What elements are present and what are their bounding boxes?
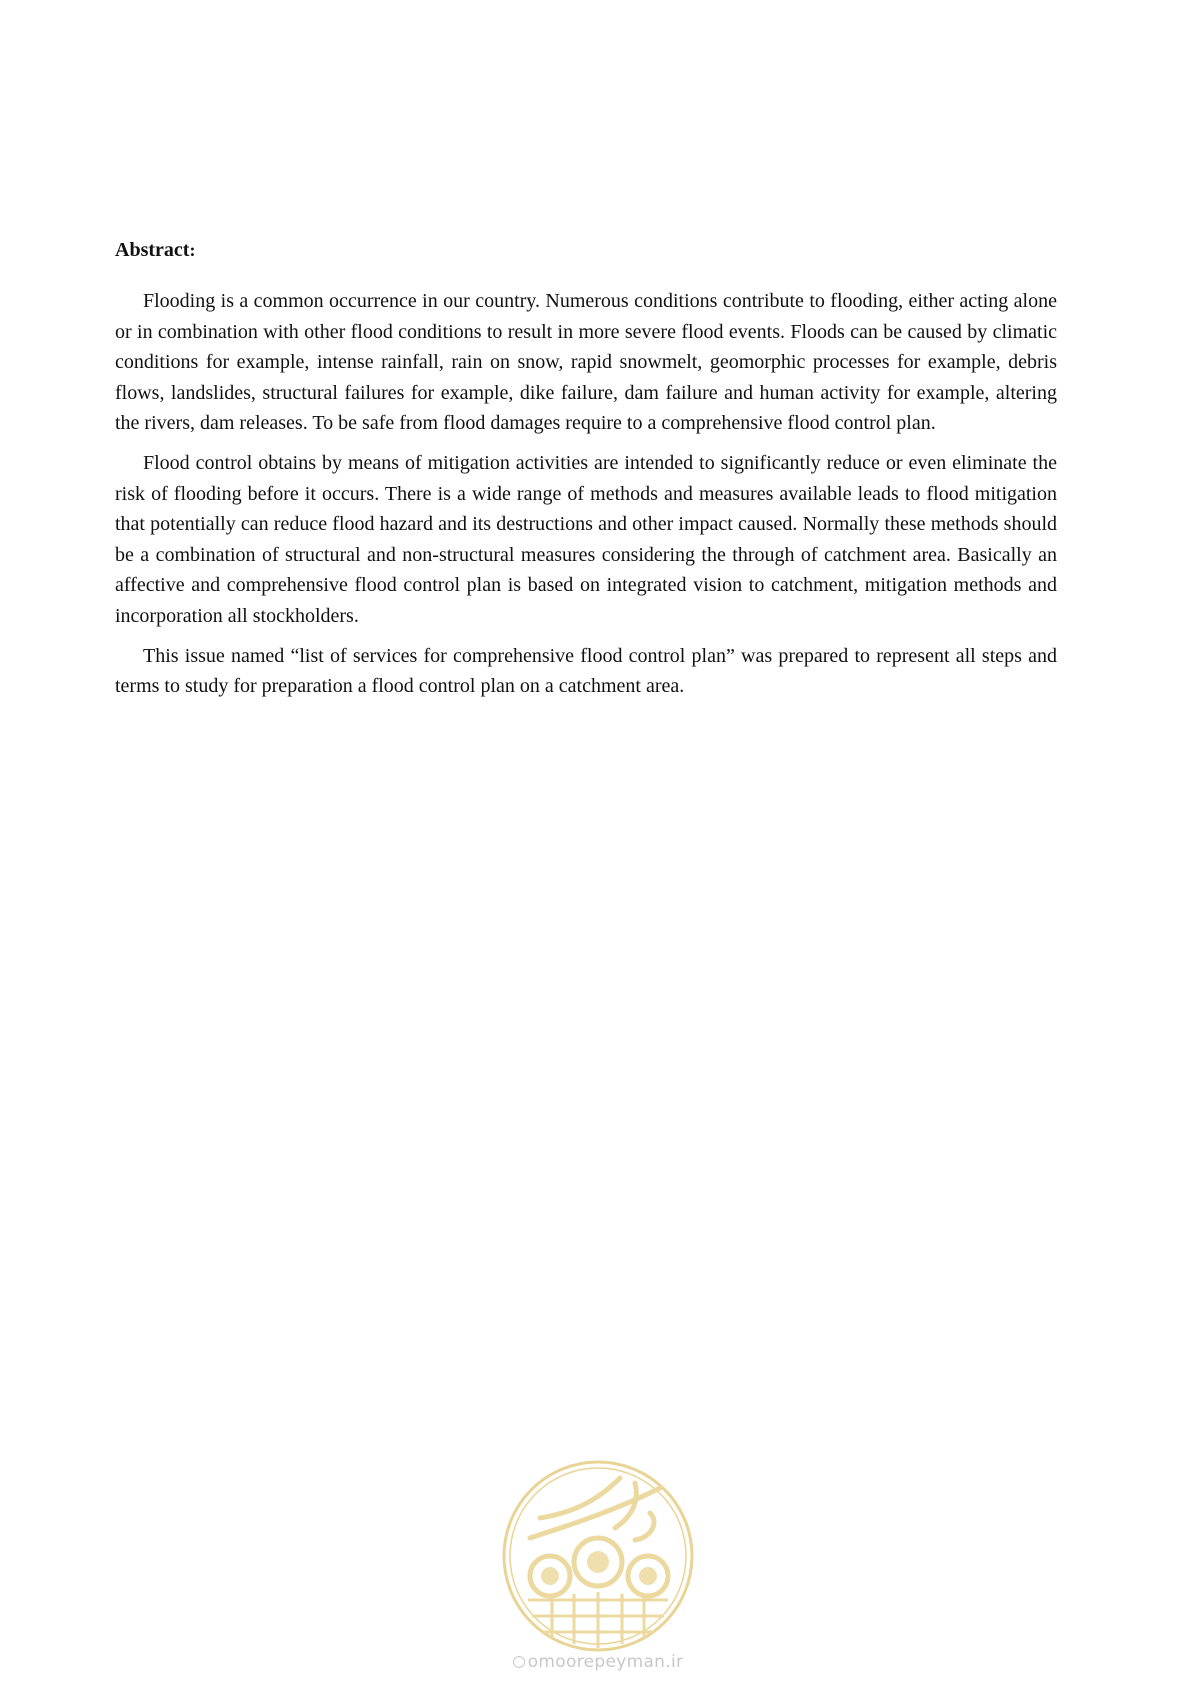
watermark-website-text: omoorepeyman.ir [527,1652,684,1672]
abstract-heading [115,236,1057,264]
abstract-heading-colon: : [189,240,196,260]
abstract-paragraph-1: Flooding is a common occurrence in our country. Numerous conditions contribute to flooding, either acting alone or in combination with other flood conditions to result in more severe flood events. Floods can be caused by climatic conditions for example, intense rainfall, rain on snow, rapid snowmelt, geomorphic processes for example, debris flows, landslides, structural failures for example, dike failure, dam failure and human activity for example, altering the rivers, dam releases. To be safe from flood damages require to a comprehensive flood control plan. [115,290,1057,435]
abstract-heading-text: Abstract [115,239,190,261]
globe-icon [513,1656,525,1668]
abstract-section [115,236,1057,711]
watermark-website [500,1652,696,1672]
abstract-paragraph-2: Flood control obtains by means of mitigation activities are intended to significantly reduce or even eliminate the risk of flooding before it occurs. There is a wide range of methods and measures available leads to flood mitigation that potentially can reduce flood hazard and its destructions and other impact caused. Normally these methods should be a combination of structural and non-structural measures considering the through of catchment area. Basically an affective and comprehensive flood control plan is based on integrated vision to catchment, mitigation methods and incorporation all stockholders. [115,451,1057,627]
abstract-paragraph-3: This issue named “list of services for comprehensive flood control plan” was prepared to represent all steps and terms to study for preparation a flood control plan on a catchment area. [115,644,1057,698]
watermark-seal-logo [500,1458,696,1654]
